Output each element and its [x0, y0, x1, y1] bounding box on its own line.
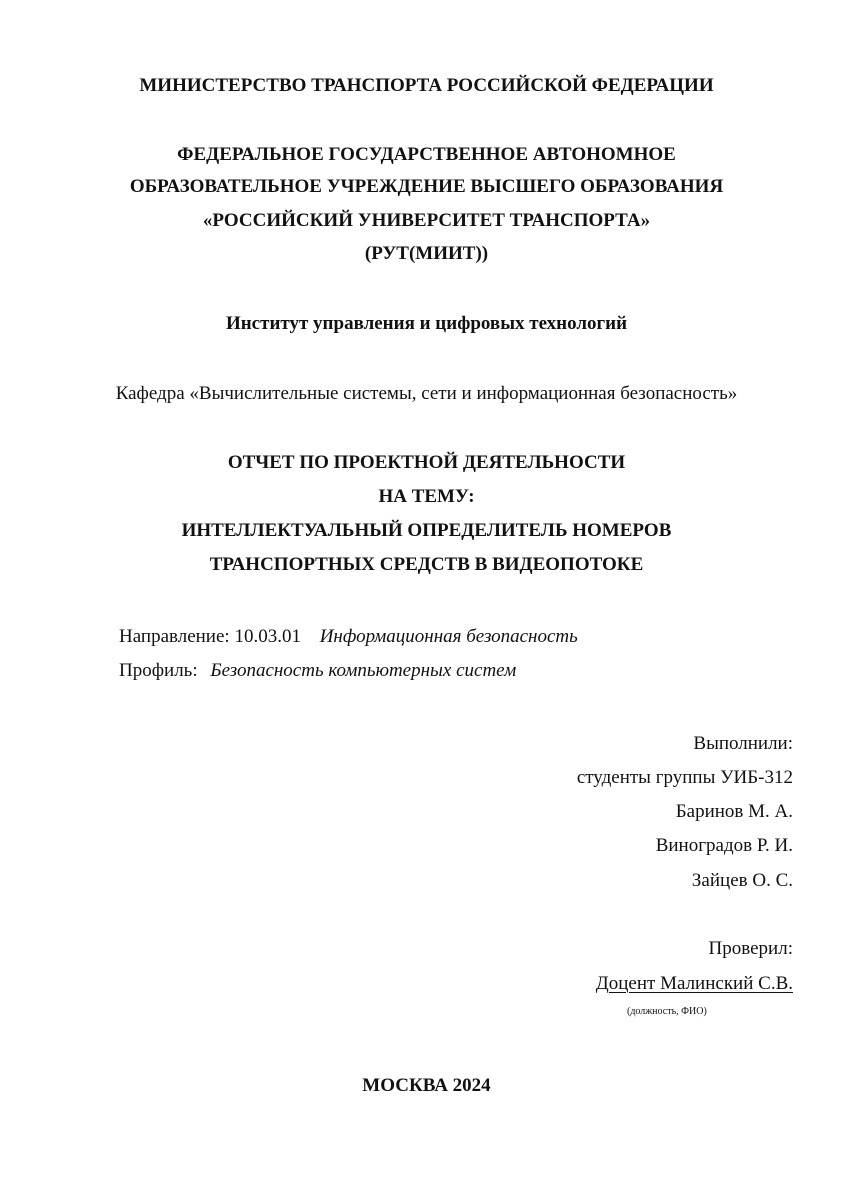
institution-line-2: ОБРАЗОВАТЕЛЬНОЕ УЧРЕЖДЕНИЕ ВЫСШЕГО ОБРАЗОВАНИЯ [129, 176, 724, 197]
direction-label: Направление: 10.03.01 [119, 626, 301, 647]
institution-line-3: «РОССИЙСКИЙ УНИВЕРСИТЕТ ТРАНСПОРТА» [202, 210, 651, 231]
author-name-1: Баринов М. А. [675, 801, 793, 822]
profile-label: Профиль: [119, 660, 198, 681]
ministry-heading: МИНИСТЕРСТВО ТРАНСПОРТА РОССИЙСКОЙ ФЕДЕРАЦИИ [139, 75, 714, 96]
report-topic-line-2: ТРАНСПОРТНЫХ СРЕДСТВ В ВИДЕОПОТОКЕ [209, 554, 644, 575]
profile-value: Безопасность компьютерных систем [210, 660, 517, 681]
department-name: Кафедра «Вычислительные системы, сети и информационная безопасность» [115, 383, 738, 404]
report-title-line-1: ОТЧЕТ ПО ПРОЕКТНОЙ ДЕЯТЕЛЬНОСТИ [227, 452, 626, 473]
authors-group: студенты группы УИБ-312 [576, 767, 793, 788]
direction-value: Информационная безопасность [319, 626, 578, 647]
direction-row [119, 625, 578, 649]
reviewer-name: Доцент Малинский С.В. [595, 973, 793, 994]
author-name-2: Виноградов Р. И. [655, 835, 793, 856]
reviewer-caption: (должность, ФИО) [627, 1006, 707, 1017]
institute-name: Институт управления и цифровых технологий [225, 313, 628, 334]
authors-heading: Выполнили: [693, 733, 793, 754]
institution-abbreviation: (РУТ(МИИТ)) [364, 243, 489, 264]
city-year: МОСКВА 2024 [362, 1075, 491, 1096]
report-topic-line-1: ИНТЕЛЛЕКТУАЛЬНЫЙ ОПРЕДЕЛИТЕЛЬ НОМЕРОВ [181, 520, 672, 541]
author-name-3: Зайцев О. С. [691, 870, 793, 891]
reviewer-heading: Проверил: [708, 938, 793, 959]
institution-line-1: ФЕДЕРАЛЬНОЕ ГОСУДАРСТВЕННОЕ АВТОНОМНОЕ [177, 144, 676, 165]
report-title-line-2: НА ТЕМУ: [378, 486, 475, 507]
profile-row [119, 659, 516, 683]
